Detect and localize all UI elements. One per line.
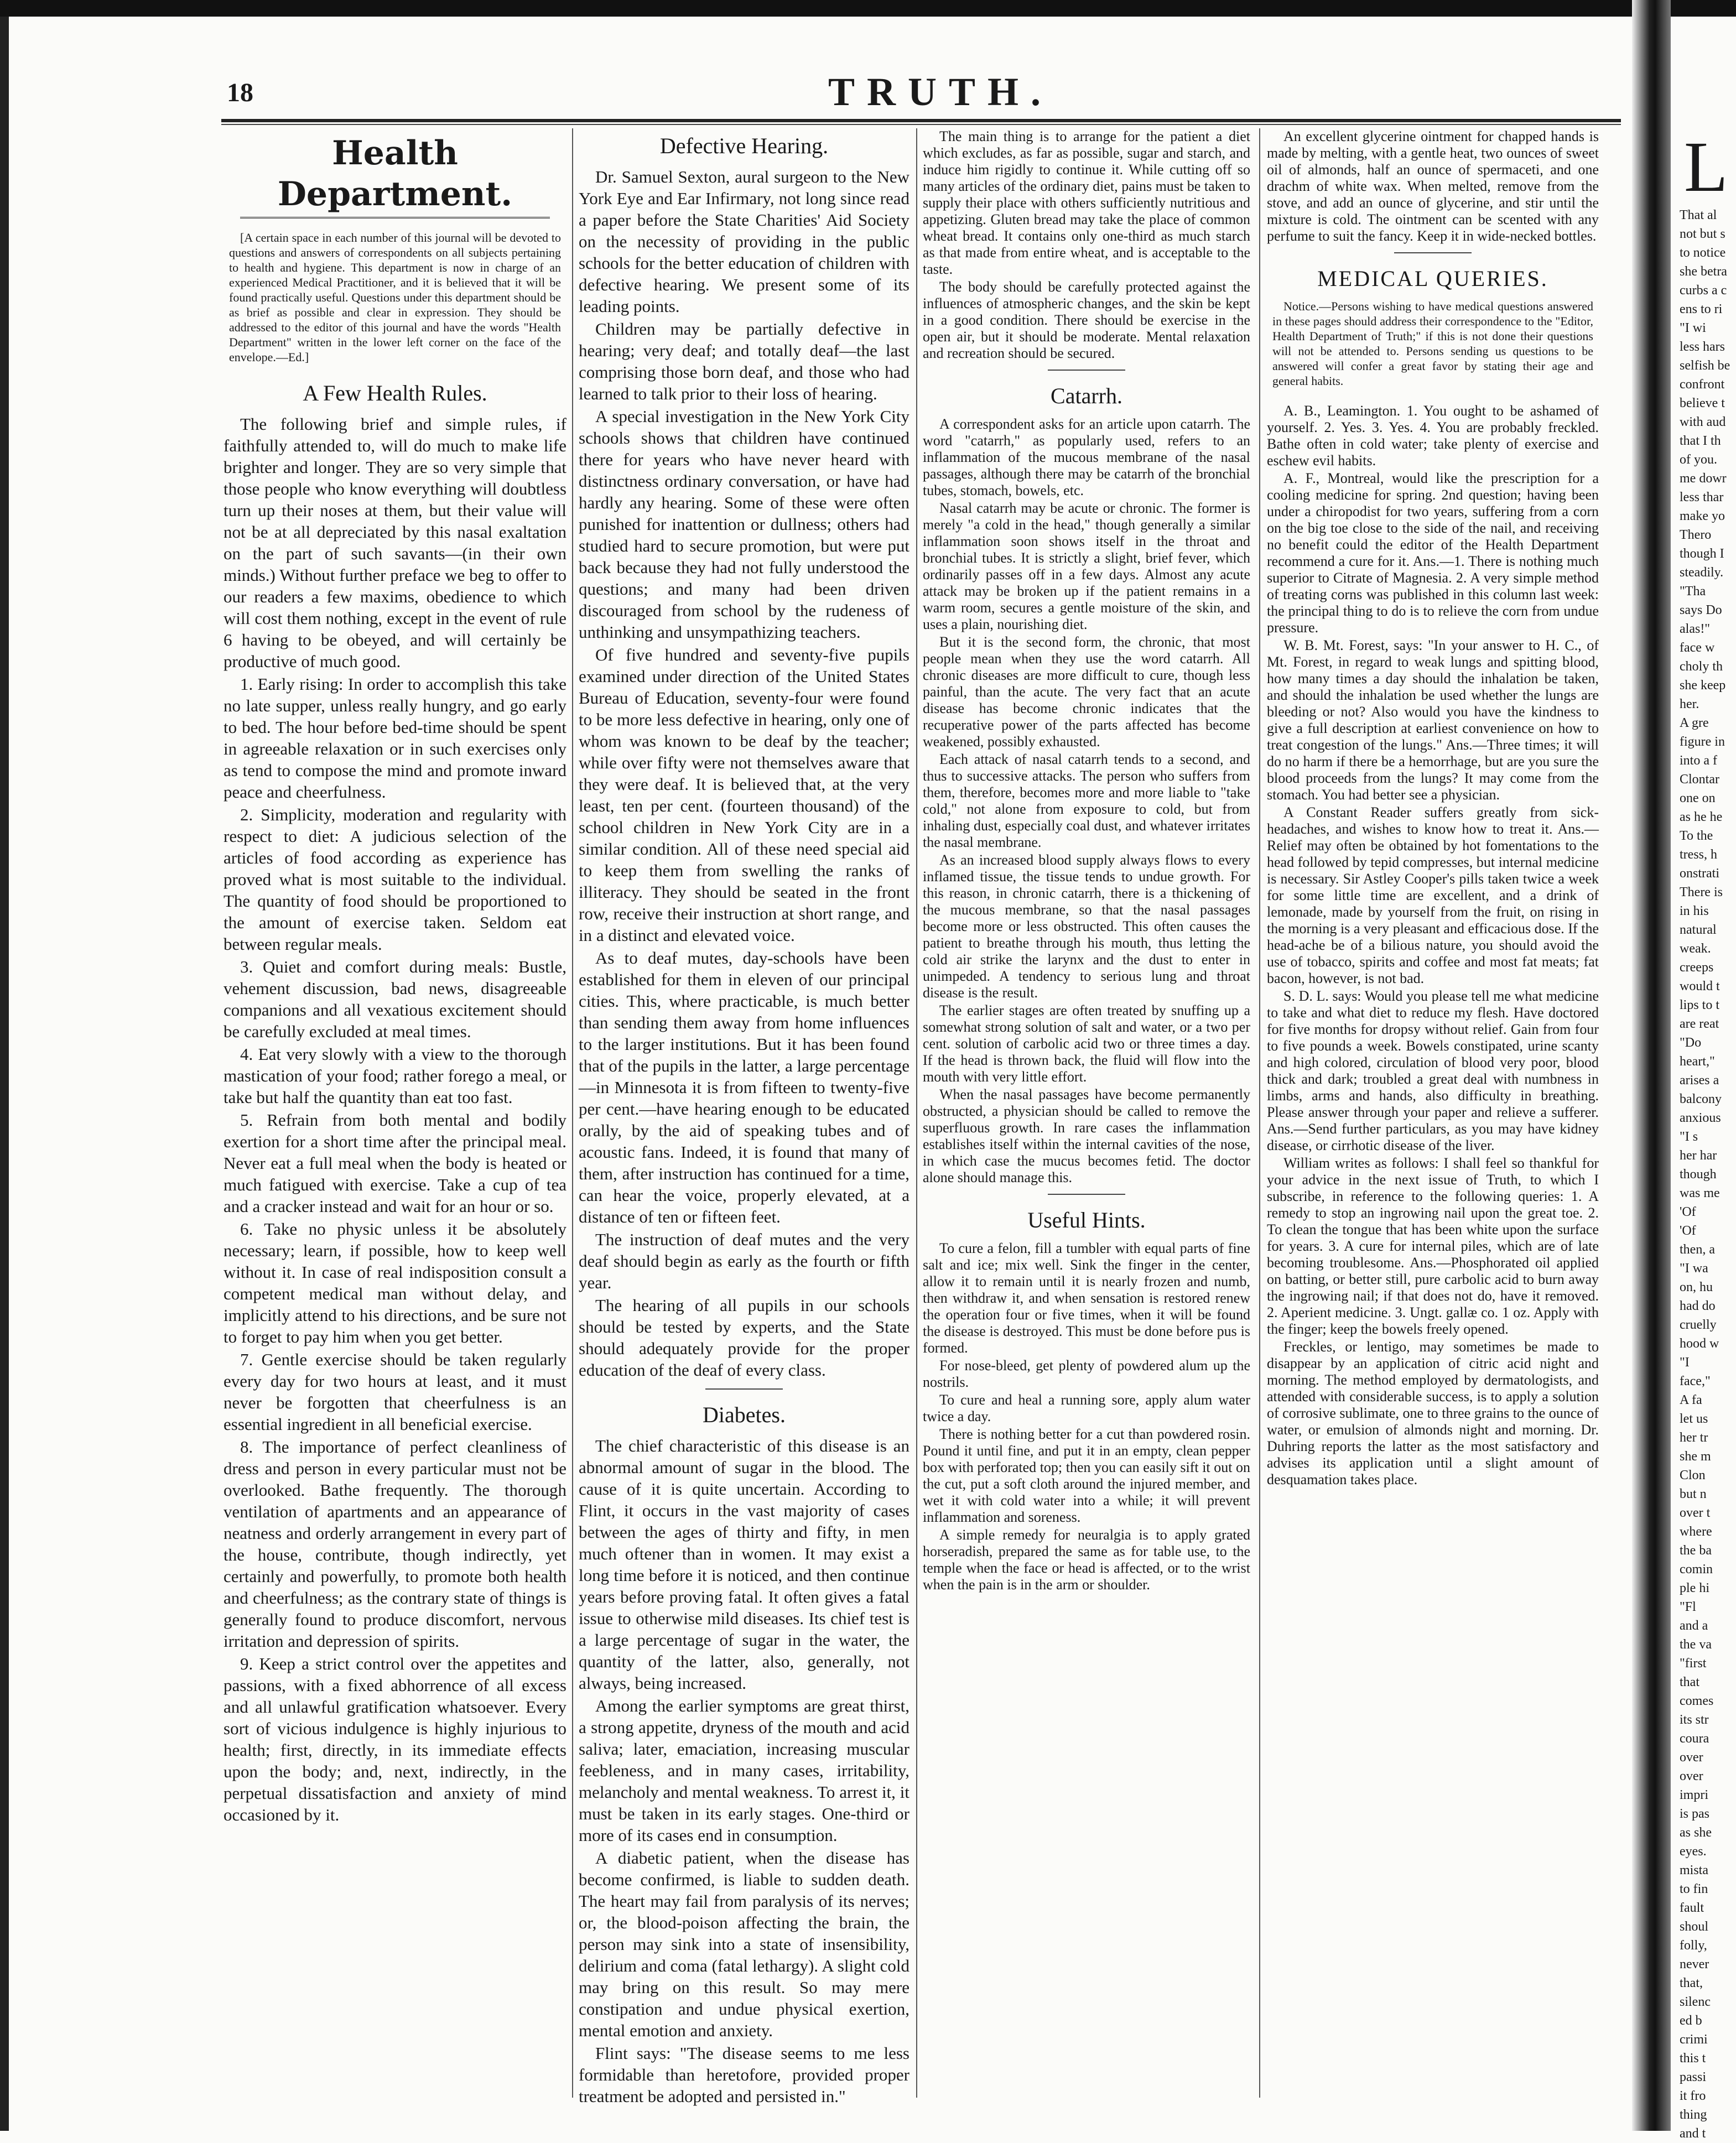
fragment-lines [1680, 206, 1736, 2143]
fragment-line: not but s [1680, 227, 1725, 241]
fragment-line: heart," [1680, 1054, 1715, 1069]
paragraph: A Constant Reader suffers greatly from sick-headaches, and wishes to know how to treat it. Ans.—Relief may often be obtained by hot fomentations to the head followed by tepid compresses, but internal medicine is necessary. Sir Astley Cooper's pills taken twice a week for some little time are excellent, and a drink of lemonade, made by yourself from the fruit, on rising in the morning is a very pleasant and efficacious dose. If the head-ache be of a bilious nature, you should avoid the use of tobacco, spirits and coffee and most fat meats; fat bacon, however, is not bad. [1267, 804, 1599, 986]
fragment-line: as she [1680, 1825, 1712, 1840]
section-heading: Diabetes. [703, 1402, 786, 1427]
fragment-line: with aud [1680, 415, 1726, 429]
paragraph: Freckles, or lentigo, may sometimes be made to disappear by an application of citric acid night and morning. The method employed by dermatologists, and attended with considerable success, is to apply a solution of corrosive sublimate, one to three grains to the ounce of water, or emulsion of almonds night and morning. Dr. Duhring reports the latter as the most satisfactory and advises its application until a slight amount of desquamation takes place. [1267, 1339, 1599, 1487]
fragment-line: fault [1680, 1901, 1704, 1915]
fragment-line: A fa [1680, 1393, 1702, 1407]
fragment-line: impri [1680, 1788, 1708, 1802]
fragment-line: silenc [1680, 1995, 1711, 2009]
fragment-line: was me [1680, 1186, 1720, 1200]
fragment-line: "Tha [1680, 584, 1706, 599]
paragraph: The instruction of deaf mutes and the very deaf should begin as early as the fourth or fifth year. [579, 1230, 909, 1292]
fragment-line: that I th [1680, 434, 1721, 448]
fragment-line: and a [1680, 1619, 1708, 1633]
column-rule [1259, 128, 1260, 2098]
fragment-line: "I [1680, 1355, 1690, 1370]
fragment-line: it fro [1680, 2089, 1706, 2103]
fragment-line: less hars [1680, 340, 1725, 354]
separator [1048, 370, 1125, 371]
fragment-line: folly, [1680, 1938, 1707, 1953]
fragment-line: confront [1680, 377, 1725, 392]
fragment-line: over [1680, 1769, 1703, 1783]
paragraph: The hearing of all pupils in our schools should be tested by experts, and the State should adequately provide for the proper education of the deaf of every class. [579, 1296, 909, 1380]
fragment-line: to fin [1680, 1882, 1708, 1896]
fragment-line: "Fl [1680, 1600, 1696, 1614]
fragment-line: ens to ri [1680, 302, 1723, 316]
paragraph: For nose-bleed, get plenty of powdered alum up the nostrils. [923, 1357, 1250, 1390]
fragment-line: To the [1680, 829, 1713, 843]
fragment-line: There is [1680, 885, 1723, 899]
section-heading: Defective Hearing. [659, 133, 829, 158]
fragment-line: that [1680, 1675, 1699, 1689]
fragment-line: tress, h [1680, 847, 1717, 862]
fragment-line: shoul [1680, 1920, 1709, 1934]
fragment-line: over [1680, 1750, 1703, 1765]
paragraph: The earlier stages are often treated by snuffing up a somewhat strong solution of salt and water, or a two per cent. solution of carbolic acid two or three times a day. If the head is thrown back, the fluid will flow into the mouth with very little effort. [923, 1002, 1250, 1085]
column-4 [1267, 128, 1599, 2109]
fragment-line: "I s [1680, 1130, 1698, 1144]
editor-notice: [A certain space in each number of this journal will be devoted to questions and answers of correspondents on all subjects pertaining to health and hygiene. This department is now in charge of an experienced Medical Practitioner, and it is believed that it will be found practically useful. Questions under this department should be as brief as possible and clear in expression. They should be addressed to the editor of this journal and have the words "Health Department" written in the lower left corner on the face of the envelope.—Ed.] [229, 231, 561, 364]
paragraph: But it is the second form, the chronic, that most people mean when they use the word catarrh. All chronic diseases are more difficult to cure, though less painful, than the acute. The very fact that an acute disease has become chronic indicates that the recuperative power of the parts affected has become weakened, possibly exhausted. [923, 634, 1250, 750]
paragraph: A diabetic patient, when the disease has become confirmed, is liable to sudden death. The heart may fail from paralysis of its nerves; or, the blood-poison affecting the brain, the person may sink into a state of insensibility, delirium and coma (fatal lethargy). A slight cold may bring on this result. So may mere constipation and undue physical exertion, mental emotion and anxiety. [579, 1848, 909, 2040]
fragment-line: face w [1680, 641, 1715, 655]
fragment-line: A gre [1680, 716, 1709, 730]
fragment-line: over t [1680, 1506, 1711, 1520]
paragraph: As an increased blood supply always flows to every inflamed tissue, the tissue tends to undue growth. For this reason, in chronic catarrh, there is a thickening of the mucous membrane, so that the nasal passages become more or less obstructed. This often causes the patient to breathe through his mouth, thus letting the cold air strike the larynx and the dust to enter in unimpeded. A tendency to serious lung and throat disease is the result. [923, 852, 1250, 1001]
article-body [579, 1435, 909, 2107]
fragment-line: selfish be [1680, 358, 1730, 373]
fragment-line: eyes. [1680, 1844, 1707, 1859]
fragment-line: Thero [1680, 528, 1712, 542]
article-body [579, 166, 909, 1381]
fragment-line: that, [1680, 1976, 1703, 1990]
fragment-line: choly th [1680, 659, 1723, 674]
fragment-line: and t [1680, 2126, 1706, 2141]
paragraph: The following brief and simple rules, if faithfully attended to, will do much to make life brighter and longer. They are so very simple that those people who know everything will doubtless turn up their noses at them, but their value will not be at all depreciated by this nasal exaltation on the part of such savants—(in their own minds.) Without further preface we beg to offer to our readers a few maxims, obedience to which will cost them nothing, except in the event of rule 6 having to be obeyed, and will certainly be productive of much good. [224, 414, 566, 671]
page-number: 18 [227, 78, 253, 107]
fragment-line: lips to t [1680, 998, 1720, 1012]
ornamental-rule [240, 217, 550, 225]
article-body [224, 413, 566, 1825]
fragment-line: comes [1680, 1694, 1714, 1708]
fragment-line: of you. [1680, 452, 1717, 467]
fragment-line: curbs a c [1680, 283, 1727, 298]
fragment-line: though I [1680, 547, 1724, 561]
fragment-line: one on [1680, 791, 1716, 805]
paragraph: A special investigation in the New York City schools shows that children have continued there for years who have never heard with distinctness ordinary conversation, or have had hardly any hearing. Some of these were often punished for inattention or dullness; others had studied hard to secure promotion, but were put back because they had not fully understood the questions; and many had been driven discouraged from school by the rudeness of unthinking and unsympathizing teachers. [579, 407, 909, 642]
paragraph: 8. The importance of perfect cleanliness of dress and person in every particular must not be overlooked. Bathe frequently. The thorough ventilation of apartments and an appearance of neatness and orderly arrangement in every part of the house, contribute, though indirectly, yet certainly and powerfully, to promote both health and cheerfulness; as the contrary state of things is generally found to produce discomfort, nervous irritation and depression of spirits. [224, 1437, 566, 1651]
fragment-line: her har [1680, 1148, 1717, 1163]
paragraph: S. D. L. says: Would you please tell me what medicine to take and what diet to reduce my flesh. Have doctored for five months for dropsy without relief. Gain from four to five pounds a week. Bowels constipated, urine scanty and high colored, circulation of blood very poor, blood thick and dark; troubled a great deal with numbness in limbs, arms and hands, also difficulty in breathing. Please answer through your paper and relieve a sufferer. Ans.—Send further particulars, as you may have kidney disease, or cirrhotic disease of the liver. [1267, 988, 1599, 1153]
header-rule [221, 119, 1621, 122]
paragraph: The main thing is to arrange for the patient a diet which excludes, as far as possible, sugar and starch, and induce him rigidly to continue it. While cutting off so many articles of the ordinary diet, pains must be taken to supply their place with others sufficiently nutritious and appetizing. Gluten bread may take the place of common wheat bread. It contains only one-third as much starch as that made from entire wheat, and is acceptable to the taste. [923, 128, 1250, 277]
paragraph: 4. Eat very slowly with a view to the thorough mastication of your food; rather forego a meal, or take but half the quantity than eat too fast. [224, 1044, 566, 1107]
section-heading: Useful Hints. [1027, 1208, 1146, 1232]
fragment-line: onstrati [1680, 866, 1719, 881]
paragraph: 6. Take no physic unless it be absolutely necessary; learn, if possible, how to keep well without it. In case of real indisposition consult a competent medical man without delay, and implicitly attend to his directions, and be sure not to forget to pay him when you get better. [224, 1219, 566, 1346]
paragraph: 7. Gentle exercise should be taken regularly every day for two hours at least, and it must never be forgotten that cheerfulness is an essential ingredient in all beneficial exercise. [224, 1350, 566, 1434]
fragment-line: cruelly [1680, 1318, 1717, 1332]
fragment-line: 'Of [1680, 1205, 1696, 1219]
article-body [1267, 128, 1599, 245]
paragraph: 2. Simplicity, moderation and regularity with respect to diet: A judicious selection of the articles of food according as experience has proved what is most suitable to the individual. The quantity of food should be proportioned to the amount of exercise taken. Seldom eat between regular meals. [224, 805, 566, 954]
fragment-line: 'Of [1680, 1224, 1696, 1238]
paragraph: A. F., Montreal, would like the prescription for a cooling medicine for spring. 2nd question; having been under a chiropodist for two years, suffering from a corn on the big toe close to the side of the nail, and receiving no benefit could the editor of the Health Department recommend a cure for it. Ans.—1. There is nothing much superior to Citrate of Magnesia. 2. A very simple method of treating corns was published in this column last week: the principal thing to do is to relieve the corn from undue pressure. [1267, 470, 1599, 636]
queries-notice: Notice.—Persons wishing to have medical questions answered in these pages should address their correspondence to the "Editor, Health Department of Truth;" if this is not done their questions will not be attended to. Persons sending us questions to be answered will confer a great favor by stating their age and general habits. [1272, 299, 1593, 388]
fragment-line: hood w [1680, 1336, 1719, 1351]
article-body [923, 128, 1250, 362]
paragraph: Nasal catarrh may be acute or chronic. The former is merely "a cold in the head," though generally a similar inflammation soon shows itself in the throat and bronchial tubes. It is strictly a slight, brief fever, which ordinarily passes off in a few days. Almost any acute attack may be broken up if the patient remains in a warm room, secures a gentle moisture of the skin, and uses a plain, nourishing diet. [923, 500, 1250, 632]
fragment-line: natural [1680, 923, 1717, 937]
department-title: Health Department. [277, 134, 513, 214]
fragment-line: thing [1680, 2108, 1707, 2122]
fragment-line: then, a [1680, 1242, 1715, 1257]
fragment-line: comin [1680, 1562, 1713, 1577]
fragment-line: less thar [1680, 490, 1724, 504]
column-2 [579, 128, 909, 2109]
section-heading: MEDICAL QUERIES. [1317, 266, 1548, 291]
fragment-line: never [1680, 1957, 1709, 1972]
fragment-line: let us [1680, 1412, 1708, 1426]
fragment-line: anxious [1680, 1111, 1721, 1125]
paragraph: Of five hundred and seventy-five pupils examined under direction of the United States Bureau of Education, seventy-four were found to be more less defective in hearing, only one of whom was known to be deaf by the teacher; while over fifty were not themselves aware that they were deaf. It is believed that, at the very least, ten per cent. (fourteen thousand) of the school children in New York City are in a similar condition. All of these need special aid to keep them from swelling the ranks of illiteracy. They should be seated in the front row, receive their instruction at short range, and in a distinct and elevated voice. [579, 645, 909, 945]
paragraph: A. B., Leamington. 1. You ought to be ashamed of yourself. 2. Yes. 3. Yes. 4. You are probably freckled. Bathe often in cold water; take plenty of exercise and eschew evil habits. [1267, 403, 1599, 469]
fragment-line: she betra [1680, 264, 1727, 279]
binding-gutter [1632, 0, 1671, 2131]
fragment-line: as he he [1680, 810, 1723, 824]
column-1 [224, 128, 566, 2109]
article-body [923, 416, 1250, 1186]
fragment-line: her. [1680, 697, 1699, 711]
fragment-line: crimi [1680, 2032, 1708, 2047]
section-heading: A Few Health Rules. [303, 381, 487, 405]
fragment-line: steadily. [1680, 565, 1724, 580]
fragment-line: she m [1680, 1449, 1711, 1464]
fragment-line: ple hi [1680, 1581, 1709, 1595]
paragraph: There is nothing better for a cut than powdered rosin. Pound it until fine, and put it in an empty, clean pepper box with perforated top; then you can easily sift it out on the cut, put a soft cloth around the injured member, and wet it with cold water into a while; it will prevent inflammation and soreness. [923, 1426, 1250, 1525]
paragraph: 3. Quiet and comfort during meals: Bustle, vehement discussion, bad news, disagreeable companions and all vexatious excitement should be carefully excluded at meal times. [224, 957, 566, 1041]
drop-capital: L [1684, 127, 1728, 207]
fragment-line: the ba [1680, 1543, 1712, 1558]
paragraph: 5. Refrain from both mental and bodily exertion for a short time after the principal meal. Never eat a full meal when the body is heated or much fatigued with exercise. Take a cup of tea and a cracker instead and wait for an hour or so. [224, 1110, 566, 1216]
fragment-line: creeps [1680, 960, 1714, 975]
fragment-line: Clon [1680, 1468, 1706, 1483]
column-rule [572, 128, 573, 2098]
fragment-line: she keep [1680, 678, 1726, 693]
fragment-line: in his [1680, 904, 1709, 918]
fragment-line: into a f [1680, 753, 1717, 768]
fragment-line: coura [1680, 1731, 1709, 1746]
paragraph: A correspondent asks for an article upon catarrh. The word "catarrh," as popularly used, refers to an inflammation of the mucous membrane of the nasal passages, although there may be catarrh of the bronchial tubes, stomach, bowels, etc. [923, 416, 1250, 498]
left-edge [0, 0, 9, 2131]
fragment-line: "I wa [1680, 1261, 1708, 1276]
separator [705, 1388, 783, 1390]
paragraph: Flint says: "The disease seems to me less formidable than heretofore, provided proper treatment be adopted and persisted in." [579, 2043, 909, 2106]
fragment-line: but n [1680, 1487, 1707, 1501]
fragment-line: ed b [1680, 2014, 1702, 2028]
fragment-line: on, hu [1680, 1280, 1713, 1294]
paragraph: The chief characteristic of this disease is an abnormal amount of sugar in the blood. The cause of it is quite uncertain. According to Flint, it occurs in the vast majority of cases between the ages of thirty and fifty, in men much oftener than in women. It may exist a long time before it is noticed, and then continue years before proving fatal. It often gives a fatal issue to otherwise mild diseases. Its chief test is a large percentage of sugar in the water, the quantity of the latter, also, generally, not always, being increased. [579, 1436, 909, 1693]
fragment-line: believe t [1680, 396, 1725, 410]
paragraph: 1. Early rising: In order to accomplish this take no late supper, unless really hungry, and go early to bed. The hour before bed-time should be spent in agreeable relaxation or in such exercises only as tend to compose the mind and promote inward peace and cheerfulness. [224, 674, 566, 802]
fragment-line: its str [1680, 1713, 1709, 1727]
paragraph: As to deaf mutes, day-schools have been established for them in eleven of our principal cities. This, where practicable, is much better than sending them away from home influences to the larger institutions. But it has been found that of the pupils in the latter, a large percentage—in Minnesota it is from fifteen to twenty-five per cent.—have hearing enough to be educated orally, by the aid of speaking tubes and of acoustic fans. Indeed, it is found that many of them, after instruction has continued for a time, can hear the voice, properly elevated, at a distance of ten or fifteen feet. [579, 948, 909, 1226]
facing-page-fragment [1680, 127, 1736, 2141]
paragraph: The body should be carefully protected against the influences of atmospheric changes, and the skin be kept in a good condition. There should be exercise in the open air, but it should be moderate. Mental relaxation and recreation should be secured. [923, 279, 1250, 361]
fragment-line: figure in [1680, 735, 1725, 749]
fragment-line: balcony [1680, 1092, 1722, 1106]
fragment-line: where [1680, 1525, 1712, 1539]
paragraph: An excellent glycerine ointment for chapped hands is made by melting, with a gentle heat, two ounces of sweet oil of almonds, half an ounce of spermaceti, and one drachm of white wax. When melted, remove from the stove, and add an ounce of glycerine, and stir until the mixture is cold. The ointment can be scented with any perfume to suit the fancy. Keep it in wide-necked bottles. [1267, 128, 1599, 244]
column-rule [916, 128, 917, 2098]
article-body [923, 1240, 1250, 1593]
paragraph: Among the earlier symptoms are great thirst, a strong appetite, dryness of the mouth and acid saliva; later, emaciation, increasing muscular feebleness, and in many cases, irritability, melancholy and mental weakness. To arrest it, it must be taken in its early stages. One-third or more of its cases end in consumption. [579, 1696, 909, 1845]
fragment-line: make yo [1680, 509, 1725, 523]
article-body [1267, 403, 1599, 1488]
separator [1048, 1194, 1125, 1195]
fragment-line: arises a [1680, 1073, 1719, 1088]
fragment-line: would t [1680, 979, 1720, 994]
fragment-line: had do [1680, 1299, 1716, 1313]
top-edge [0, 0, 1736, 17]
fragment-line: weak. [1680, 942, 1711, 956]
fragment-line: mista [1680, 1863, 1708, 1877]
paragraph: Each attack of nasal catarrh tends to a second, and thus to successive attacks. The person who suffers from them, therefore, becomes more and more liable to "take cold," not alone from exposure to cold, but from inhaling dust, especially coal dust, and whatever irritates the nasal membrane. [923, 751, 1250, 850]
fragment-line: face," [1680, 1374, 1711, 1388]
section-heading: Catarrh. [1051, 383, 1122, 408]
fragment-line: to notice [1680, 246, 1726, 260]
paragraph: Dr. Samuel Sexton, aural surgeon to the New York Eye and Ear Infirmary, not long since read a paper before the State Charities' Aid Society on the necessity of providing in the public schools for the better education of children with defective hearing. We present some of its leading points. [579, 167, 909, 316]
fragment-line: "Do [1680, 1036, 1702, 1050]
paragraph: Children may be partially defective in hearing; very deaf; and totally deaf—the last comprising those born deaf, and those who had learned to talk prior to their loss of hearing. [579, 319, 909, 403]
fragment-line: alas!" [1680, 622, 1711, 636]
paragraph: William writes as follows: I shall feel so thankful for your advice in the next issue of Truth, to which I subscribe, in reference to the following queries: 1. A remedy to stop an ingrowing nail upon the great toe. 2. To clean the tongue that has been white upon the surface for years. 3. A cure for internal piles, which are of late becoming troublesome. Ans.—Phosphorated oil applied on batting, or better still, pure carbolic acid to burn away the ingrowing nail; if that does not do, have it removed. 2. Aperient medicine. 3. Ungt. gallæ co. 1 oz. Apply with the finger; keep the bowels freely opened. [1267, 1155, 1599, 1337]
fragment-line: are reat [1680, 1017, 1719, 1031]
paragraph: A simple remedy for neuralgia is to apply grated horseradish, prepared the same as for table use, to the temple when the face or head is affected, or to the wrist when the pain is in the arm or shoulder. [923, 1527, 1250, 1593]
fragment-line: though [1680, 1167, 1717, 1182]
paragraph: When the nasal passages have become permanently obstructed, a physician should be called to remove the superfluous growth. In rare cases the inflammation establishes itself within the internal cavities of the nose, in which case the mucus becomes fetid. The doctor alone should manage this. [923, 1086, 1250, 1185]
paragraph: W. B. Mt. Forest, says: "In your answer to H. C., of Mt. Forest, in regard to weak lungs and spitting blood, how many times a day should the inhalation be taken, and should the inhalation be used whether the lungs are bleeding or not? Also would you have the kindness to give a full description at earliest convenience on how to treat congestion of the lungs." Ans.—Three times; it will do no harm if there be a hemorrhage, but are you sure the blood proceeds from the lungs? It may come from the stomach. You had better see a physician. [1267, 637, 1599, 803]
fragment-line: this t [1680, 2051, 1706, 2066]
fragment-line: "I wi [1680, 321, 1706, 335]
fragment-line: the va [1680, 1637, 1712, 1652]
masthead: TRUTH. [828, 70, 1053, 114]
paragraph: To cure a felon, fill a tumbler with equal parts of fine salt and ice; mix well. Sink the finger in the center, allow it to remain until it is nearly frozen and numb, then withdraw it, and when sensation is restored renew the operation four or five times, when it will be found the disease is destroyed. This must be done before pus is formed. [923, 1240, 1250, 1356]
separator [1394, 252, 1472, 253]
paragraph: To cure and heal a running sore, apply alum water twice a day. [923, 1392, 1250, 1424]
fragment-line: her tr [1680, 1431, 1708, 1445]
fragment-line: "first [1680, 1656, 1707, 1671]
fragment-line: Clontar [1680, 772, 1719, 787]
fragment-line: me dowr [1680, 471, 1727, 486]
paragraph: 9. Keep a strict control over the appetites and passions, with a fixed abhorrence of all excess and all unlawful gratification whatsoever. Every sort of vicious indulgence is highly injurious to health; first, directly, in its immediate effects upon the body; and, next, indirectly, in the perpetual dissatisfaction and anxiety of mind occasioned by it. [224, 1654, 566, 1824]
fragment-line: That al [1680, 208, 1717, 222]
fragment-line: says Do [1680, 603, 1722, 617]
fragment-line: is pas [1680, 1807, 1709, 1821]
header-rule-thin [221, 124, 1621, 125]
fragment-line: passi [1680, 2070, 1706, 2084]
column-3 [923, 128, 1250, 2109]
